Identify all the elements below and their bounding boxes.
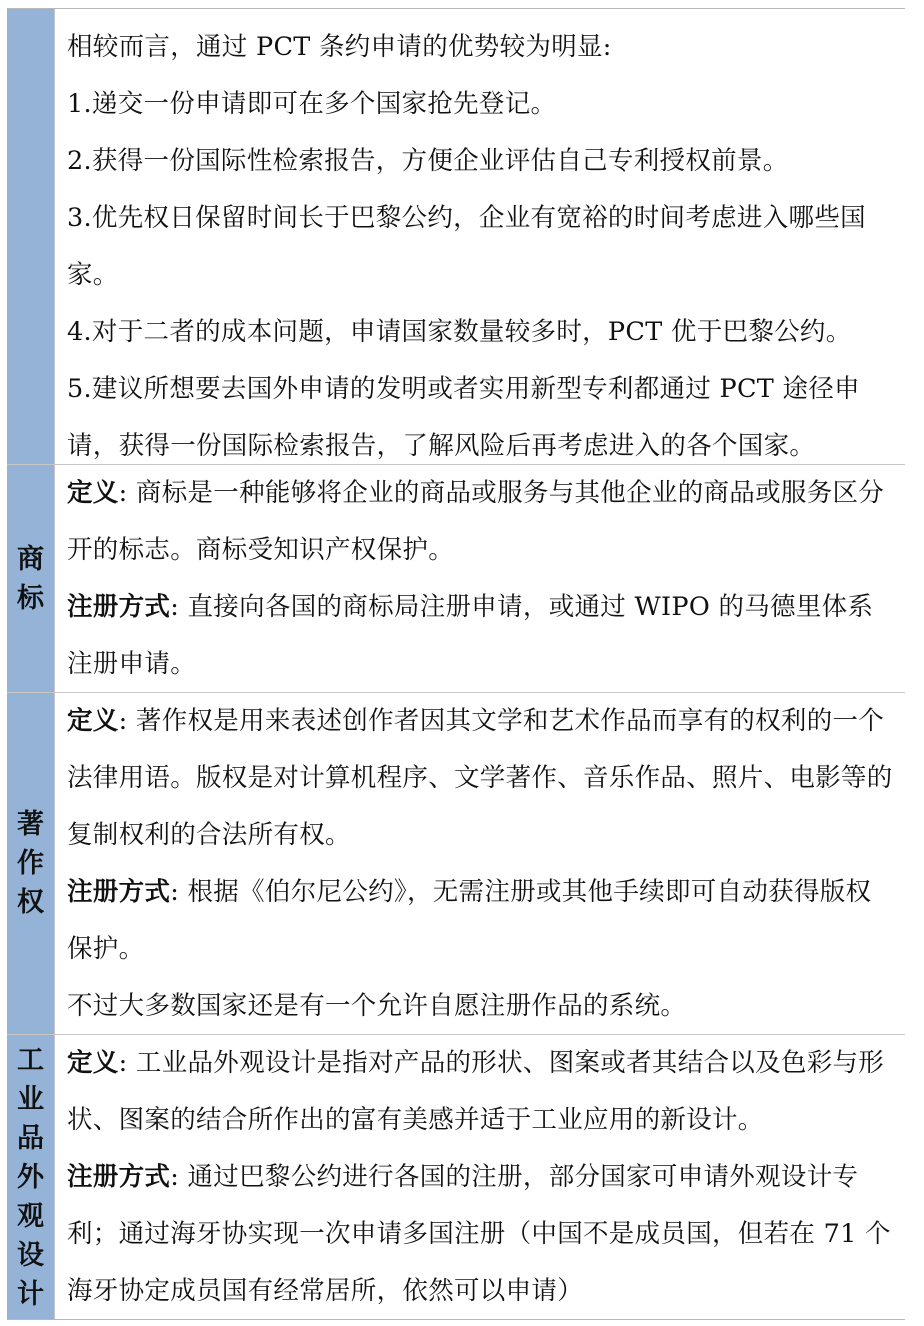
label-char: 外	[17, 1161, 44, 1193]
row-content-copyright	[55, 693, 905, 1034]
row-label-trademark	[7, 465, 55, 692]
paragraph: 定义: 工业品外观设计是指对产品的形状、图案或者其结合以及色彩与形状、图案的结合所作出的富有美感并适于工业应用的新设计。	[67, 1048, 885, 1135]
paragraph: 5.建议所想要去国外申请的发明或者实用新型专利都通过 PCT 途径申请，获得一份国际检索报告，了解风险后再考虑进入的各个国家。	[67, 374, 860, 461]
row-content-trademark	[55, 465, 905, 692]
label-char: 品	[17, 1122, 44, 1154]
label-char: 工	[17, 1044, 44, 1076]
label-char: 作	[17, 848, 44, 879]
row-label-pct	[7, 9, 55, 464]
paragraph: 注册方式: 通过巴黎公约进行各国的注册，部分国家可申请外观设计专利；通过海牙协实现一次申请多国注册（中国不是成员国，但若在 71 个海牙协定成员国有经常居所，依然可以申请）	[67, 1162, 891, 1306]
paragraph: 2.获得一份国际性检索报告，方便企业评估自己专利授权前景。	[67, 146, 789, 176]
label-char: 业	[17, 1083, 44, 1115]
label-char: 商	[17, 543, 44, 575]
row-content-pct	[55, 9, 905, 464]
paragraph: 注册方式: 直接向各国的商标局注册申请，或通过 WIPO 的马德里体系注册申请。	[67, 592, 874, 679]
ip-comparison-table	[7, 8, 905, 1320]
label-char: 权	[17, 887, 44, 918]
label-char: 计	[17, 1278, 44, 1310]
row-label-copyright	[7, 693, 55, 1034]
paragraph: 定义: 商标是一种能够将企业的商品或服务与其他企业的商品或服务区分开的标志。商标受知识产权保护。	[67, 478, 885, 565]
row-pct	[7, 9, 905, 465]
paragraph: 1.递交一份申请即可在多个国家抢先登记。	[67, 89, 557, 119]
paragraph: 定义: 著作权是用来表述创作者因其文学和艺术作品而享有的权利的一个法律用语。版权是对计算机程序、文学著作、音乐作品、照片、电影等的复制权利的合法所有权。	[67, 706, 893, 850]
row-label-industrial-design	[7, 1035, 55, 1319]
paragraph: 3.优先权日保留时间长于巴黎公约，企业有宽裕的时间考虑进入哪些国家。	[67, 203, 866, 290]
paragraph: 不过大多数国家还是有一个允许自愿注册作品的系统。	[67, 991, 687, 1021]
label-char: 著	[17, 809, 44, 840]
paragraph: 注册方式: 根据《伯尔尼公约》，无需注册或其他手续即可自动获得版权保护。	[67, 877, 872, 964]
paragraph: 相较而言，通过 PCT 条约申请的优势较为明显:	[67, 32, 612, 62]
label-char: 标	[17, 582, 44, 614]
row-copyright	[7, 693, 905, 1035]
label-char: 设	[17, 1239, 44, 1271]
row-content-industrial-design	[55, 1035, 905, 1319]
row-trademark	[7, 465, 905, 693]
paragraph: 4.对于二者的成本问题，申请国家数量较多时，PCT 优于巴黎公约。	[67, 317, 852, 347]
label-char: 观	[17, 1200, 44, 1232]
row-industrial-design	[7, 1035, 905, 1319]
